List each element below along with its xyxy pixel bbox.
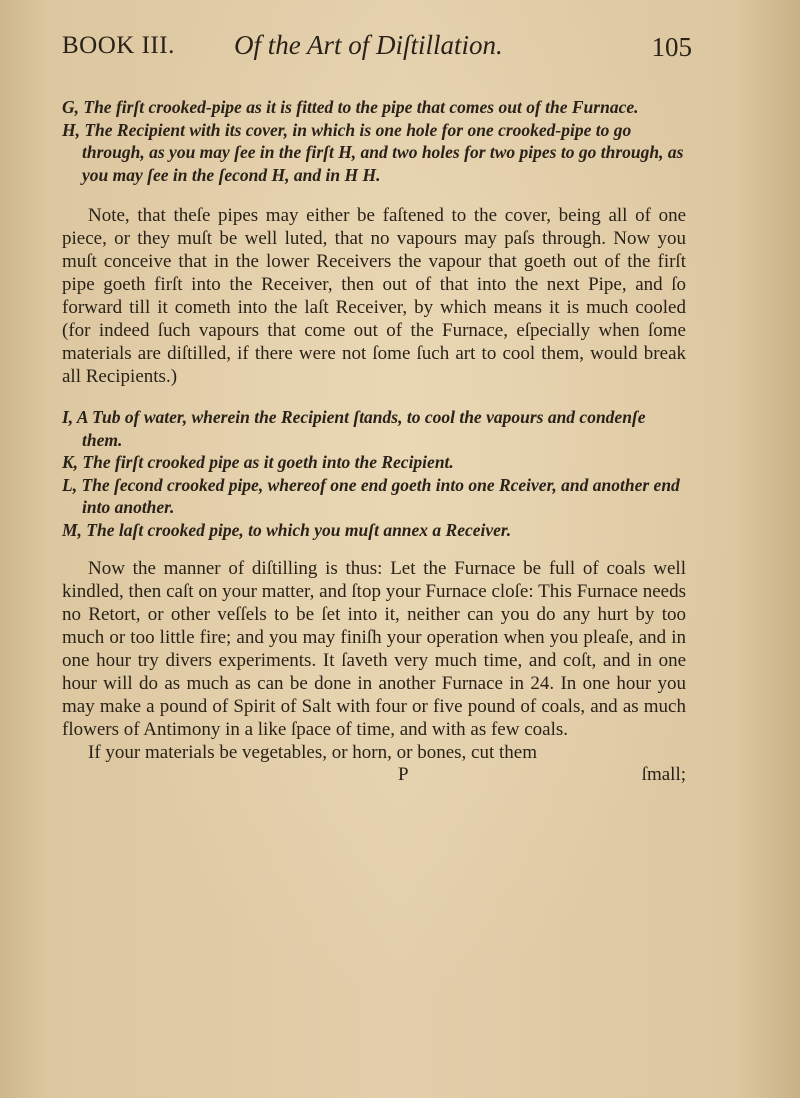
paragraph-manner: Now the manner of diſtilling is thus: Let the Furnace be full of coals well kindled, then caſt on your matter, and ſtop your Furnace cloſe: This Furnace needs no Retort, or other veſſels to be ſet into it, neither can you do any hurt by too much or too little fire; and you may finiſh your operation when you pleaſe, and in one hour try divers experiments. It ſaveth very much time, and coſt, and in one hour will do as much as can be done in another Furnace in 24. In one hour you may make a pound of Spirit of Salt with four or five pound of coals, and as much flowers of Antimony in a like ſpace of time, and with as few coals. <box>62 558 686 740</box>
paragraph-note: Note, that theſe pipes may either be faſtened to the cover, being all of one piece, or they muſt be well luted, that no vapours may paſs through. Now you muſt conceive that in the lower Receivers the vapour that goeth out of the firſt pipe goeth firſt into the Receiver, then out of that into the next Pipe, and ſo forward till it cometh into the laſt Receiver, by which means it is much cooled (for indeed ſuch vapours that come out of the Furnace, eſpecially when ſome materials are diſtilled, if there were not ſome ſuch art to cool them, would break all Recipients.) <box>62 205 686 387</box>
page-footer <box>62 764 686 788</box>
legend-item-h: H, The Recipient with its cover, in which is one hole for one crooked-pipe to go through, as you may ſee in the firſt H, and two holes for two pipes to go through, as you may ſee in the ſecond H, and in H H. <box>62 119 684 185</box>
paragraph-materials: If your materials be vegetables, or horn, or bones, cut them <box>88 742 537 763</box>
legend-item-m: M, The laſt crooked pipe, to which you muſt annex a Receiver. <box>62 519 512 540</box>
signature-mark: P <box>398 764 409 785</box>
legend-item-k: K, The firſt crooked pipe as it goeth into the Recipient. <box>62 452 454 472</box>
running-title: Of the Art of Diſtillation. <box>234 30 503 60</box>
book-label: BOOK III. <box>62 32 175 59</box>
page-body <box>62 96 686 788</box>
page-number: 105 <box>651 32 692 62</box>
legend-item-l: L, The ſecond crooked pipe, whereof one end goeth into one Rceiver, and another end into another. <box>62 474 680 517</box>
legend-item-g: G, The firſt crooked-pipe as it is fitted to the pipe that comes out of the Furnace. <box>62 97 639 117</box>
catchword: ſmall; <box>641 764 686 785</box>
running-header <box>62 22 692 72</box>
legend-item-i: I, A Tub of water, wherein the Recipient ſtands, to cool the vapours and condenſe them. <box>62 407 646 450</box>
